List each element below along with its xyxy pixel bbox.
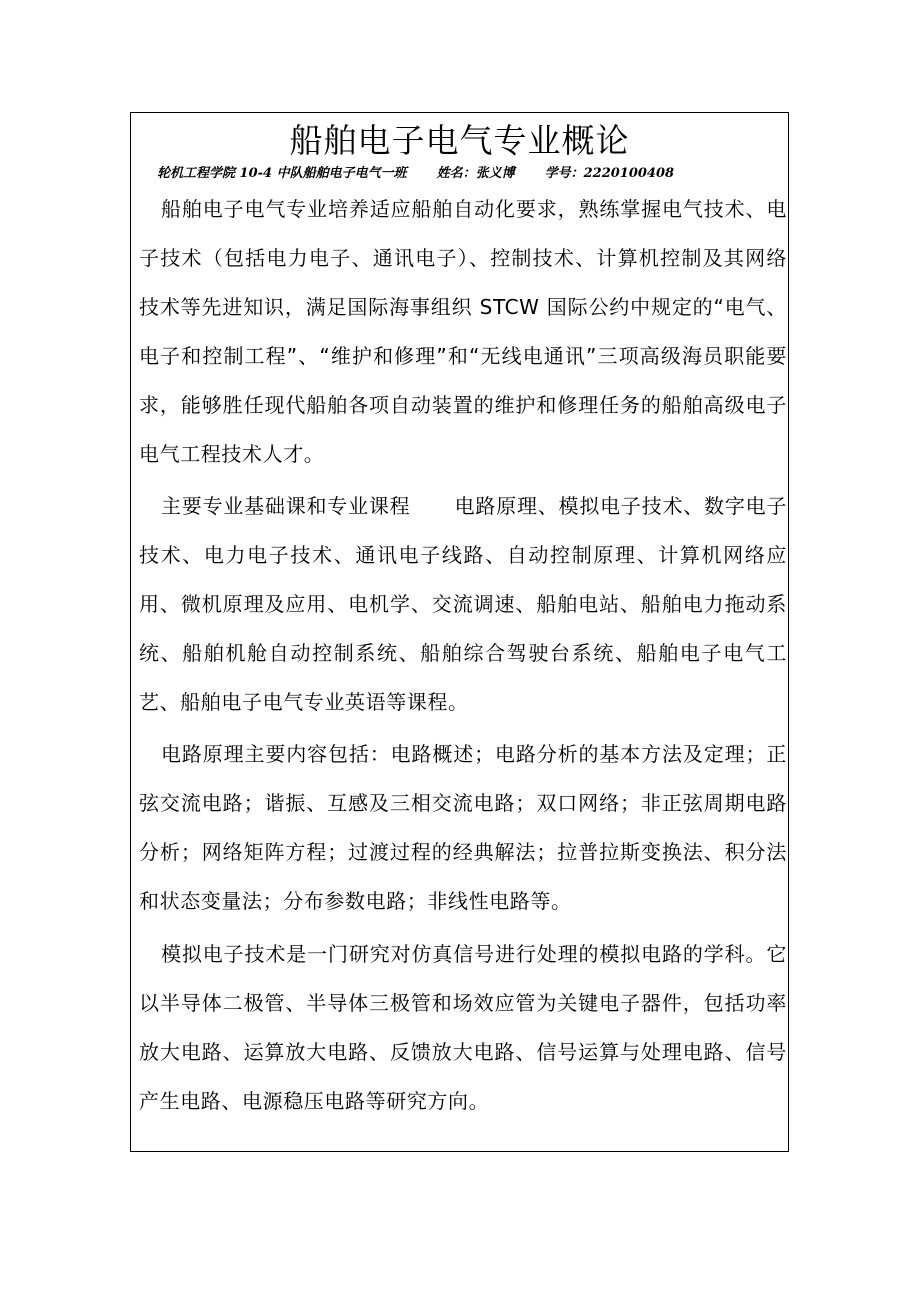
paragraph-analog-electronics: 模拟电子技术是一门研究对仿真信号进行处理的模拟电路的学科。它以半导体二极管、半导体三极管和场效应管为关键电子器件，包括功率放大电路、运算放大电路、反馈放大电路、信号运算与处理电路、信号产生电路、电源稳压电路等研究方向。 — [139, 942, 787, 1113]
author-affiliation: 轮机工程学院 10-4 中队船舶电子电气一班 — [157, 166, 407, 181]
courses-list: 电路原理、模拟电子技术、数字电子技术、电力电子技术、通讯电子线路、自动控制原理、计算机网络应用、微机原理及应用、电机学、交流调速、船舶电站、船舶电力拖动系统、船舶机舱自动控制系统、船舶综合驾驶台系统、船舶电子电气工艺、船舶电子电气专业英语等课程。 — [139, 494, 788, 714]
author-name: 姓名：张义博 — [436, 166, 515, 181]
document-frame — [130, 112, 789, 1152]
document-title: 船舶电子电气专业概论 — [289, 121, 630, 160]
paragraph-circuit-theory: 电路原理主要内容包括：电路概述；电路分析的基本方法及定理；正弦交流电路；谐振、互感及三相交流电路；双口网络；非正弦周期电路分析；网络矩阵方程；过渡过程的经典解法；拉普拉斯变换法、积分法和状态变量法；分布参数电路；非线性电路等。 — [139, 742, 787, 913]
document-body — [139, 185, 787, 1126]
paragraph-courses — [139, 482, 787, 727]
courses-heading: 主要专业基础课和专业课程 — [161, 494, 411, 518]
student-id: 学号：2220100408 — [544, 166, 675, 181]
author-line — [157, 165, 674, 183]
paragraph-program-overview: 船舶电子电气专业培养适应船舶自动化要求，熟练掌握电气技术、电子技术（包括电力电子、通讯电子）、控制技术、计算机控制及其网络技术等先进知识，满足国际海事组织 STCW 国际公约中规定的“电气、电子和控制工程”、“维护和修理”和“无线电通讯”三项高级海员职能要求，能够胜任现代船舶各项自动装置的维护和修理任务的船舶高级电子电气工程技术人才。 — [139, 197, 787, 466]
